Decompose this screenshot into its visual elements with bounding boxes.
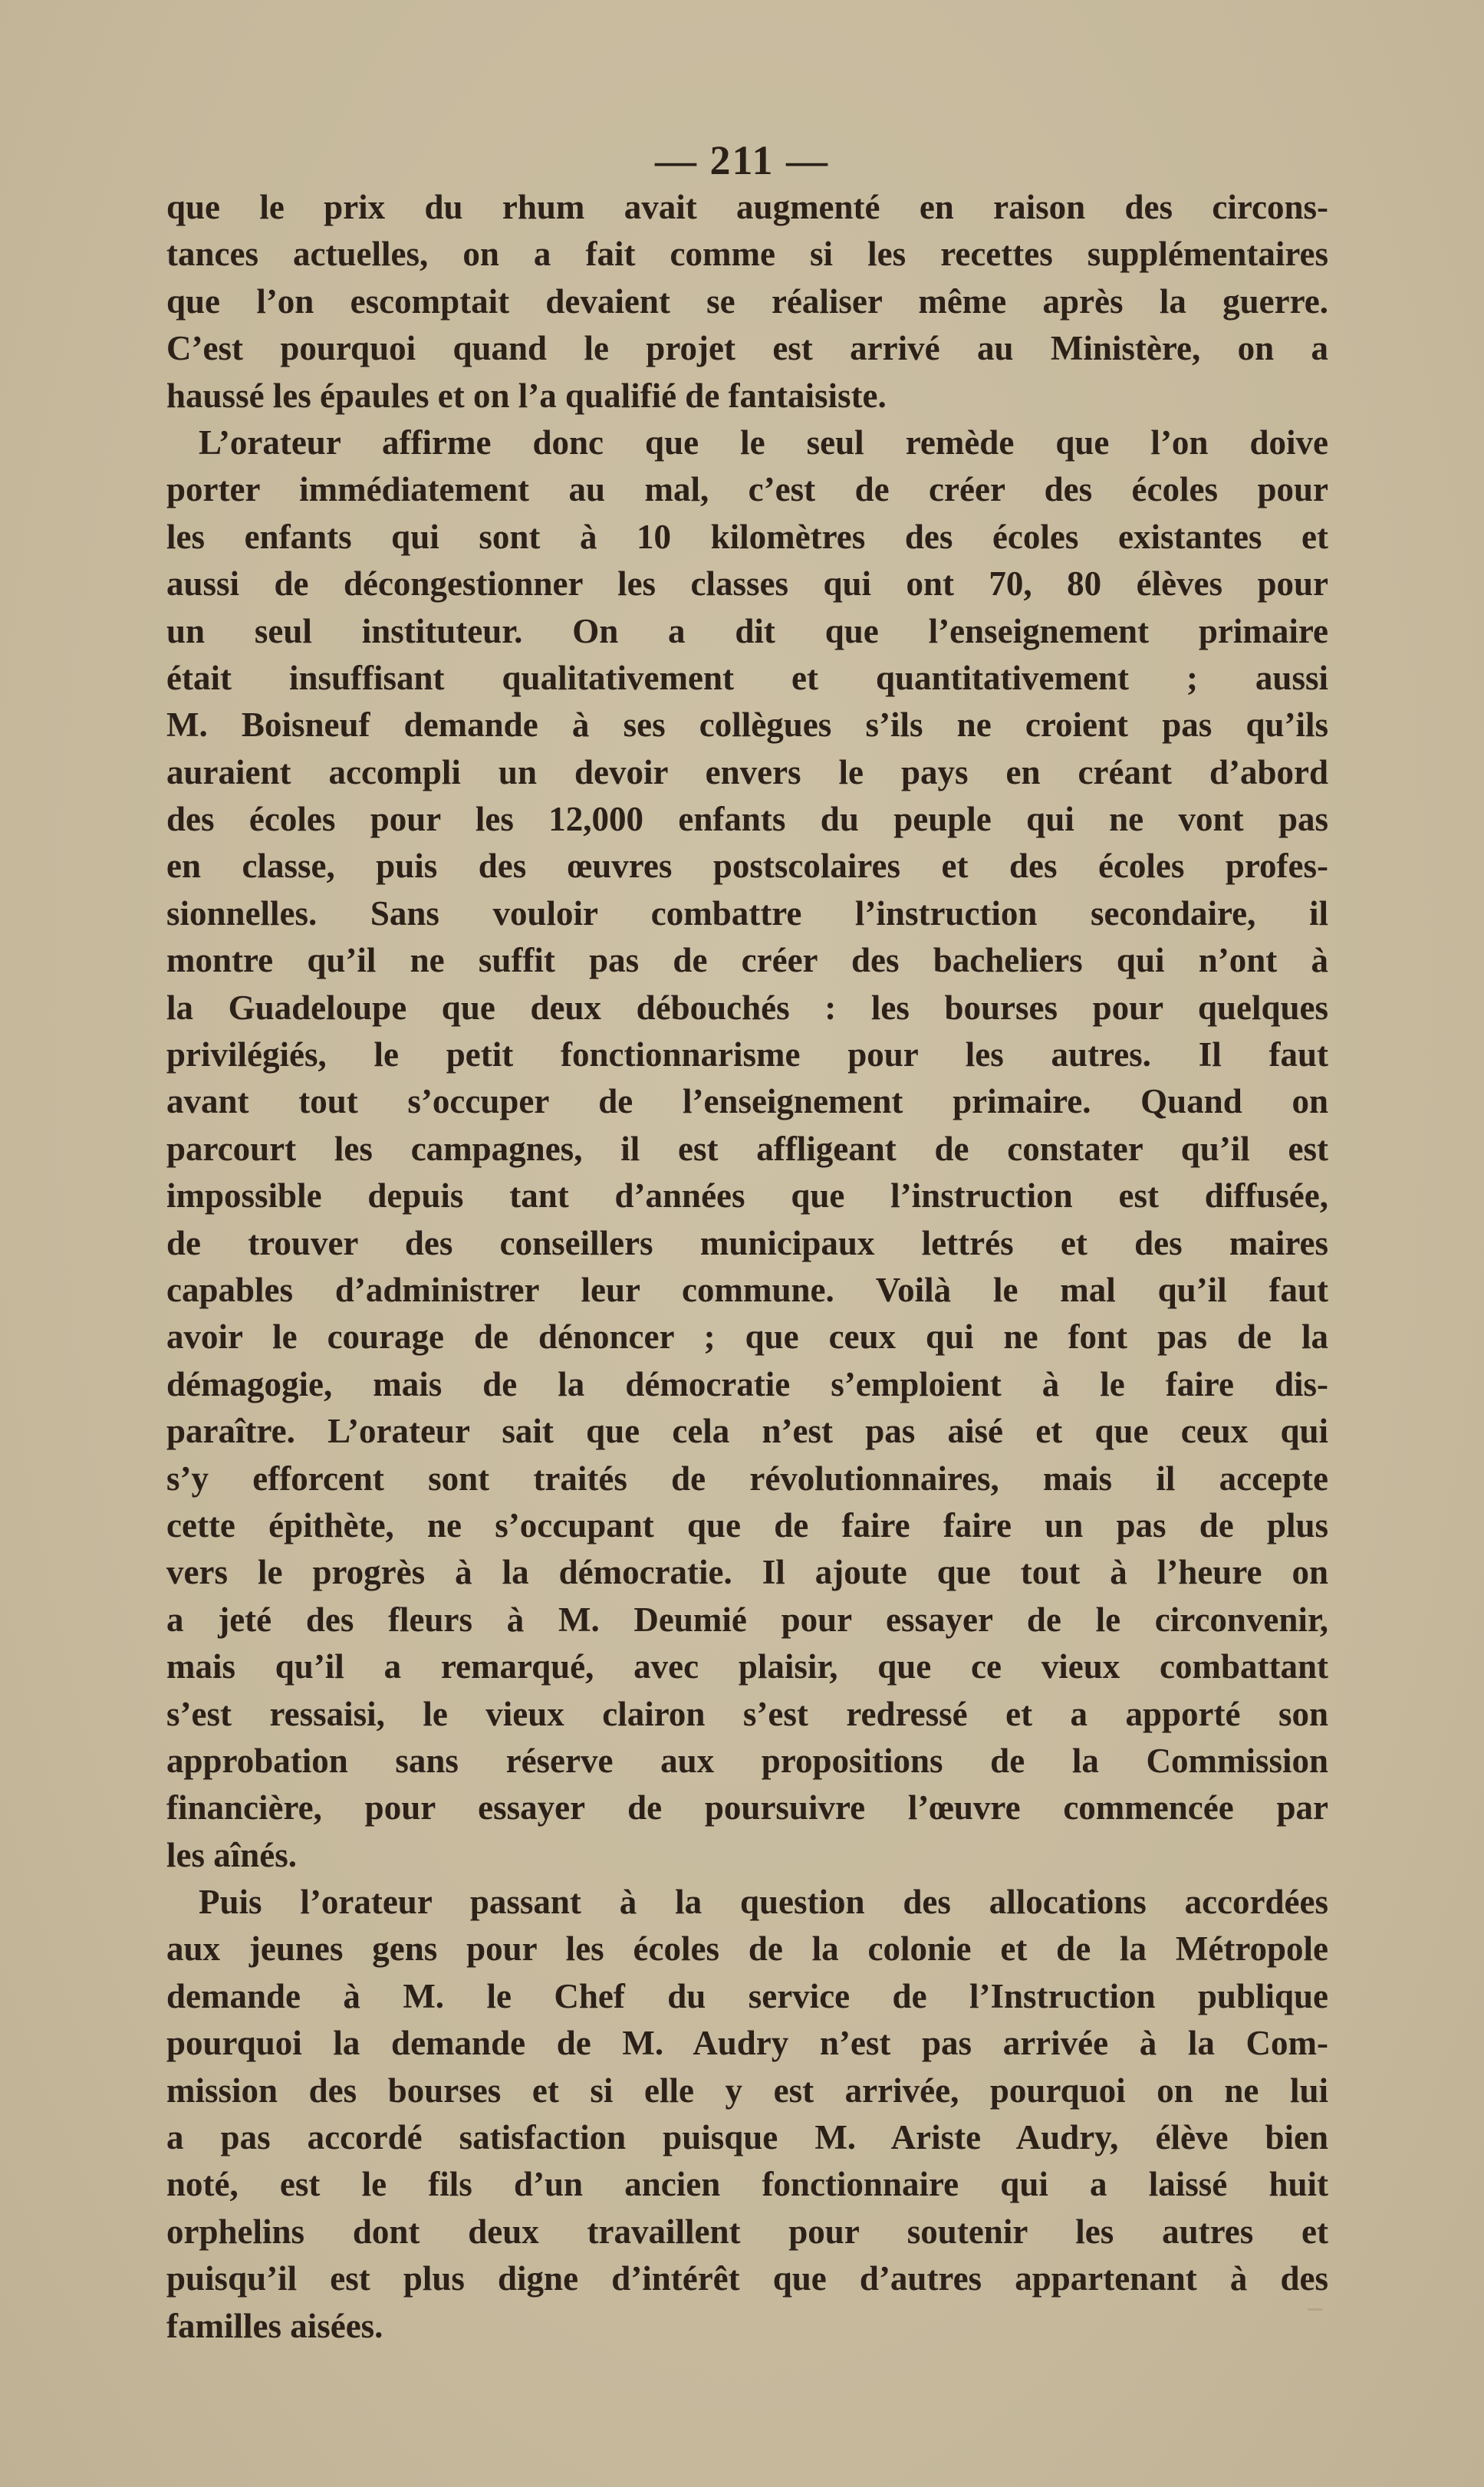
text-line: financière, pour essayer de poursuivre l’œuvre commencée par: [166, 1788, 1328, 1827]
text-line: C’est pourquoi quand le projet est arrivé au Ministère, on a: [166, 329, 1328, 368]
text-line: sionnelles. Sans vouloir combattre l’instruction secondaire, il: [166, 893, 1328, 933]
text-line: que le prix du rhum avait augmenté en raison des circons-: [166, 188, 1328, 226]
text-line: que l’on escomptait devaient se réaliser même après la guerre.: [166, 281, 1328, 321]
text-line: la Guadeloupe que deux débouchés : les bourses pour quelques: [166, 988, 1328, 1027]
text-line: tances actuelles, on a fait comme si les recettes supplémentaires: [166, 235, 1328, 274]
text-line: impossible depuis tant d’années que l’instruction est diffusée,: [166, 1176, 1328, 1216]
text-line: puisqu’il est plus digne d’intérêt que d’autres appartenant à des: [166, 2259, 1328, 2298]
text-line: approbation sans réserve aux propositions de la Commission: [166, 1741, 1328, 1780]
text-line: pourquoi la demande de M. Audry n’est pas arrivée à la Com-: [166, 2024, 1328, 2063]
text-line: porter immédiatement au mal, c’est de créer des écoles pour: [166, 470, 1328, 509]
text-line: aux jeunes gens pour les écoles de la colonie et de la Métropole: [166, 1929, 1328, 1969]
text-line: demande à M. le Chef du service de l’Instruction publique: [166, 1976, 1328, 2015]
page-number: — 211 —: [654, 137, 830, 183]
text-line: cette épithète, ne s’occupant que de faire faire un pas de plus: [166, 1505, 1328, 1545]
paper-speck: [1308, 2308, 1323, 2311]
text-line: s’y efforcent sont traités de révolutionnaires, mais il accepte: [166, 1459, 1328, 1498]
text-line: aussi de décongestionner les classes qui ont 70, 80 élèves pour: [166, 564, 1328, 604]
text-line: les aînés.: [166, 1835, 298, 1874]
text-line: de trouver des conseillers municipaux lettrés et des maires: [166, 1223, 1328, 1262]
text-line: orphelins dont deux travaillent pour soutenir les autres et: [166, 2212, 1328, 2251]
text-line: paraître. L’orateur sait que cela n’est pas aisé et que ceux qui: [166, 1412, 1328, 1451]
text-line: privilégiés, le petit fonctionnarisme pour les autres. Il faut: [166, 1035, 1328, 1074]
text-line: capables d’administrer leur commune. Voilà le mal qu’il faut: [166, 1270, 1328, 1309]
body-text: [166, 184, 1328, 2350]
text-line: avant tout s’occuper de l’enseignement primaire. Quand on: [166, 1082, 1328, 1121]
text-line: montre qu’il ne suffit pas de créer des bacheliers qui n’ont à: [166, 941, 1328, 980]
text-line: démagogie, mais de la démocratie s’emploient à le faire dis-: [166, 1364, 1328, 1403]
text-line: auraient accompli un devoir envers le pays en créant d’abord: [166, 752, 1328, 791]
text-line: mission des bourses et si elle y est arrivée, pourquoi on ne lui: [166, 2071, 1328, 2110]
text-line: un seul instituteur. On a dit que l’enseignement primaire: [166, 611, 1328, 650]
text-line: vers le progrès à la démocratie. Il ajoute que tout à l’heure on: [166, 1553, 1328, 1592]
text-line: des écoles pour les 12,000 enfants du peuple qui ne vont pas: [166, 800, 1328, 839]
text-line: mais qu’il a remarqué, avec plaisir, que ce vieux combattant: [166, 1647, 1328, 1686]
text-line: était insuffisant qualitativement et quantitativement ; aussi: [166, 658, 1328, 697]
text-line: L’orateur affirme donc que le seul remède que l’on doive: [199, 423, 1328, 462]
text-line: familles aisées.: [166, 2306, 383, 2345]
text-line: avoir le courage de dénoncer ; que ceux qui ne font pas de la: [166, 1318, 1328, 1357]
text-line: a jeté des fleurs à M. Deumié pour essayer de le circonvenir,: [166, 1600, 1328, 1639]
text-line: s’est ressaisi, le vieux clairon s’est redressé et a apporté son: [166, 1694, 1328, 1733]
text-line: M. Boisneuf demande à ses collègues s’ils ne croient pas qu’ils: [166, 706, 1328, 745]
text-line: noté, est le fils d’un ancien fonctionnaire qui a laissé huit: [166, 2165, 1328, 2204]
text-line: parcourt les campagnes, il est affligeant de constater qu’il est: [166, 1129, 1328, 1168]
text-line: en classe, puis des œuvres postscolaires et des écoles profes-: [166, 847, 1328, 886]
text-line: a pas accordé satisfaction puisque M. Ariste Audry, élève bien: [166, 2118, 1328, 2157]
text-line: haussé les épaules et on l’a qualifié de fantaisiste.: [166, 376, 887, 415]
text-line: Puis l’orateur passant à la question des allocations accordées: [199, 1883, 1328, 1922]
text-line: les enfants qui sont à 10 kilomètres des écoles existantes et: [166, 517, 1328, 556]
